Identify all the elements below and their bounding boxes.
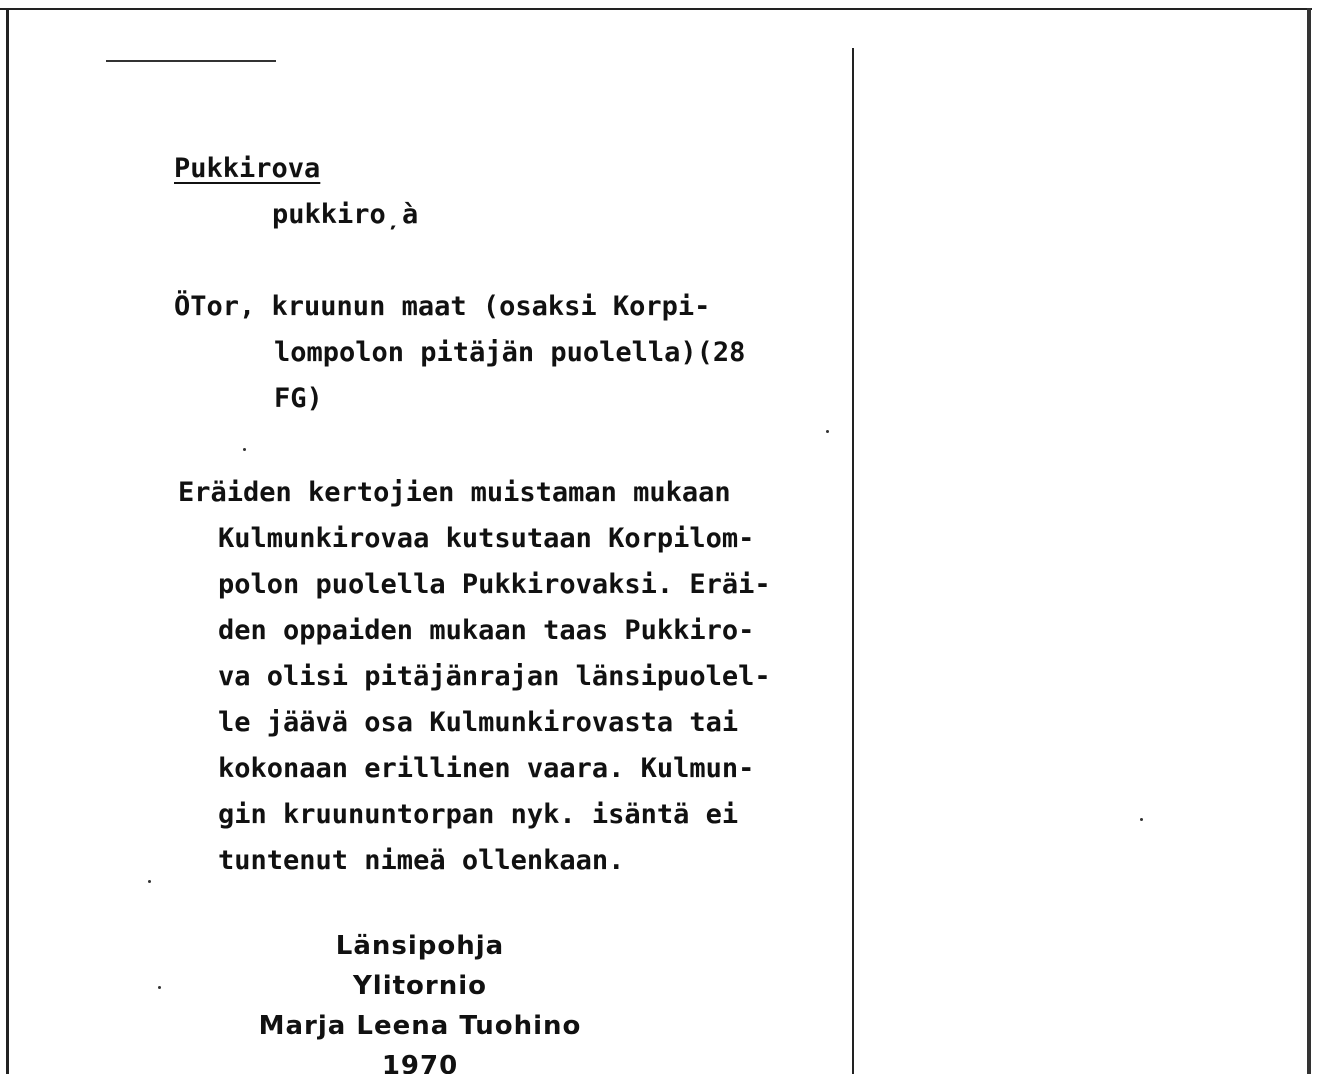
note-line: polon puolella Pukkirovaksi. Eräi-	[218, 569, 771, 600]
card-top-border	[0, 8, 1312, 10]
stamp-collector: Marja Leena Tuohino	[258, 1011, 582, 1041]
paper-speck	[826, 430, 829, 433]
paper-speck	[243, 448, 246, 451]
location-line: lompolon pitäjän puolella)(28	[274, 337, 746, 368]
note-line: den oppaiden mukaan taas Pukkiro-	[218, 615, 755, 646]
card-left-border	[6, 8, 9, 1074]
note-line: le jäävä osa Kulmunkirovasta tai	[218, 707, 739, 738]
card-right-border	[1307, 8, 1311, 1074]
note-line: Kulmunkirovaa kutsutaan Korpilom-	[218, 523, 755, 554]
stamp-year: 1970	[381, 1051, 459, 1074]
stamp-region: Länsipohja	[335, 931, 505, 961]
note-line: tuntenut nimeä ollenkaan.	[218, 845, 625, 876]
location-line: ÖTor, kruunun maat (osaksi Korpi-	[174, 291, 711, 322]
note-block	[178, 470, 771, 884]
location-block	[174, 284, 745, 422]
note-line: gin kruununtorpan nyk. isäntä ei	[218, 799, 739, 830]
stamp-parish: Ylitornio	[352, 971, 488, 1001]
note-line: Eräiden kertojien muistaman mukaan	[178, 477, 731, 508]
paper-speck	[1140, 818, 1143, 821]
paper-speck	[148, 880, 151, 883]
location-line: FG)	[274, 383, 323, 414]
paper-speck	[158, 986, 161, 989]
place-name-heading: Pukkirova	[174, 153, 321, 184]
note-line: kokonaan erillinen vaara. Kulmun-	[218, 753, 755, 784]
note-line: va olisi pitäjänrajan länsipuolel-	[218, 661, 771, 692]
header-short-rule	[106, 60, 276, 62]
column-divider-line	[852, 48, 854, 1074]
pronunciation-text: pukkiro̦à	[272, 199, 419, 230]
